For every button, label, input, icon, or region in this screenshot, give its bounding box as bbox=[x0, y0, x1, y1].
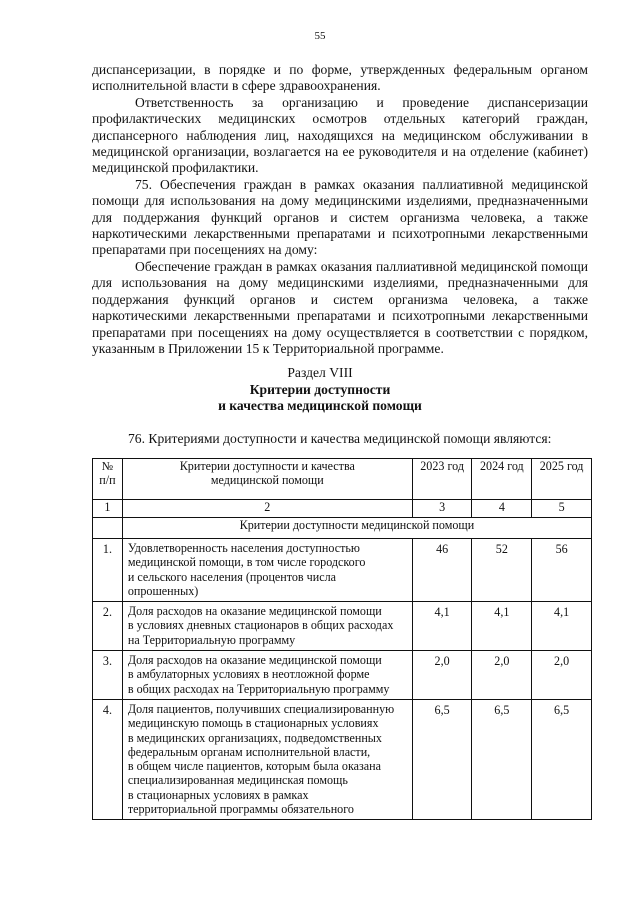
row-number: 3. bbox=[93, 651, 123, 700]
row-number: 1. bbox=[93, 539, 123, 602]
page-number: 55 bbox=[314, 30, 326, 42]
column-number: 2 bbox=[122, 500, 412, 518]
table-row bbox=[93, 539, 592, 602]
criterion-text: Доля расходов на оказание медицинской помощи в амбулаторных условиях в неотложной форме в общих расходах на Территориальную программу bbox=[122, 651, 412, 700]
section-heading bbox=[0, 365, 640, 415]
column-number-row bbox=[93, 500, 592, 518]
value-2024: 52 bbox=[472, 539, 532, 602]
value-2023: 6,5 bbox=[412, 699, 472, 819]
section-label: Раздел VIII bbox=[287, 365, 353, 380]
column-number: 3 bbox=[412, 500, 472, 518]
value-2025: 56 bbox=[532, 539, 592, 602]
column-number: 5 bbox=[532, 500, 592, 518]
header-year-2023: 2023 год bbox=[412, 459, 472, 500]
section-title-line-2: и качества медицинской помощи bbox=[218, 398, 422, 413]
subheader-row bbox=[93, 518, 592, 539]
value-2025: 4,1 bbox=[532, 602, 592, 651]
value-2024: 2,0 bbox=[472, 651, 532, 700]
criterion-text: Доля расходов на оказание медицинской помощи в условиях дневных стационаров в общих расходах на Территориальную программу bbox=[122, 602, 412, 651]
row-number: 4. bbox=[93, 699, 123, 819]
column-number: 1 bbox=[93, 500, 123, 518]
value-2024: 4,1 bbox=[472, 602, 532, 651]
criteria-intro: 76. Критериями доступности и качества медицинской помощи являются: bbox=[128, 431, 552, 446]
criterion-text: Удовлетворенность населения доступностью медицинской помощи, в том числе городского и сельского населения (процентов числа опрошенных) bbox=[122, 539, 412, 602]
header-criteria: Критерии доступности и качества медицинской помощи bbox=[122, 459, 412, 500]
table-row bbox=[93, 699, 592, 819]
section-title-line-1: Критерии доступности bbox=[249, 381, 391, 397]
value-2023: 4,1 bbox=[412, 602, 472, 651]
row-number: 2. bbox=[93, 602, 123, 651]
value-2023: 46 bbox=[412, 539, 472, 602]
body-text bbox=[92, 62, 588, 357]
table-row bbox=[93, 651, 592, 700]
value-2025: 6,5 bbox=[532, 699, 592, 819]
table-row bbox=[93, 602, 592, 651]
paragraph-4: Обеспечение граждан в рамках оказания паллиативной медицинской помощи для использования на дому медицинскими изделиями, предназначенными для поддержания функций органов и систем организма человека, а также наркотическими лекарственными препаратами и психотропными лекарственными препаратами при посещениях на дому осуществляется в соответствии с порядком, указанным в Приложении 15 к Территориальной программе. bbox=[92, 258, 588, 356]
criteria-table bbox=[92, 458, 592, 820]
subheader-availability: Критерии доступности медицинской помощи bbox=[122, 518, 591, 539]
paragraph-1: диспансеризации, в порядке и по форме, утвержденных федеральным органом исполнительной власти в сфере здравоохранения. bbox=[92, 62, 588, 94]
header-num: № п/п bbox=[93, 459, 123, 500]
value-2024: 6,5 bbox=[472, 699, 532, 819]
value-2025: 2,0 bbox=[532, 651, 592, 700]
table-header-row bbox=[93, 459, 592, 500]
header-year-2025: 2025 год bbox=[532, 459, 592, 500]
criterion-text: Доля пациентов, получивших специализированную медицинскую помощь в стационарных условиях в медицинских организациях, подведомственных федеральным органам исполнительной власти, в общем числе пациентов, которым была оказана специализированная медицинская помощь в стационарных условиях в рамках территориальной программы обязательного bbox=[122, 699, 412, 819]
header-year-2024: 2024 год bbox=[472, 459, 532, 500]
value-2023: 2,0 bbox=[412, 651, 472, 700]
paragraph-2: Ответственность за организацию и проведение диспансеризации профилактических медицинских осмотров отдельных категорий граждан, диспансерного наблюдения лиц, находящихся на медицинском обслуживании в медицинской организации, возлагается на ее руководителя и на отделение (кабинет) медицинской профилактики. bbox=[92, 94, 588, 176]
paragraph-3: 75. Обеспечения граждан в рамках оказания паллиативной медицинской помощи для использования на дому медицинскими изделиями, предназначенными для поддержания функций органов и систем организма человека, а также наркотическими лекарственными препаратами и психотропными лекарственными препаратами при посещениях на дому: bbox=[92, 176, 588, 258]
column-number: 4 bbox=[472, 500, 532, 518]
